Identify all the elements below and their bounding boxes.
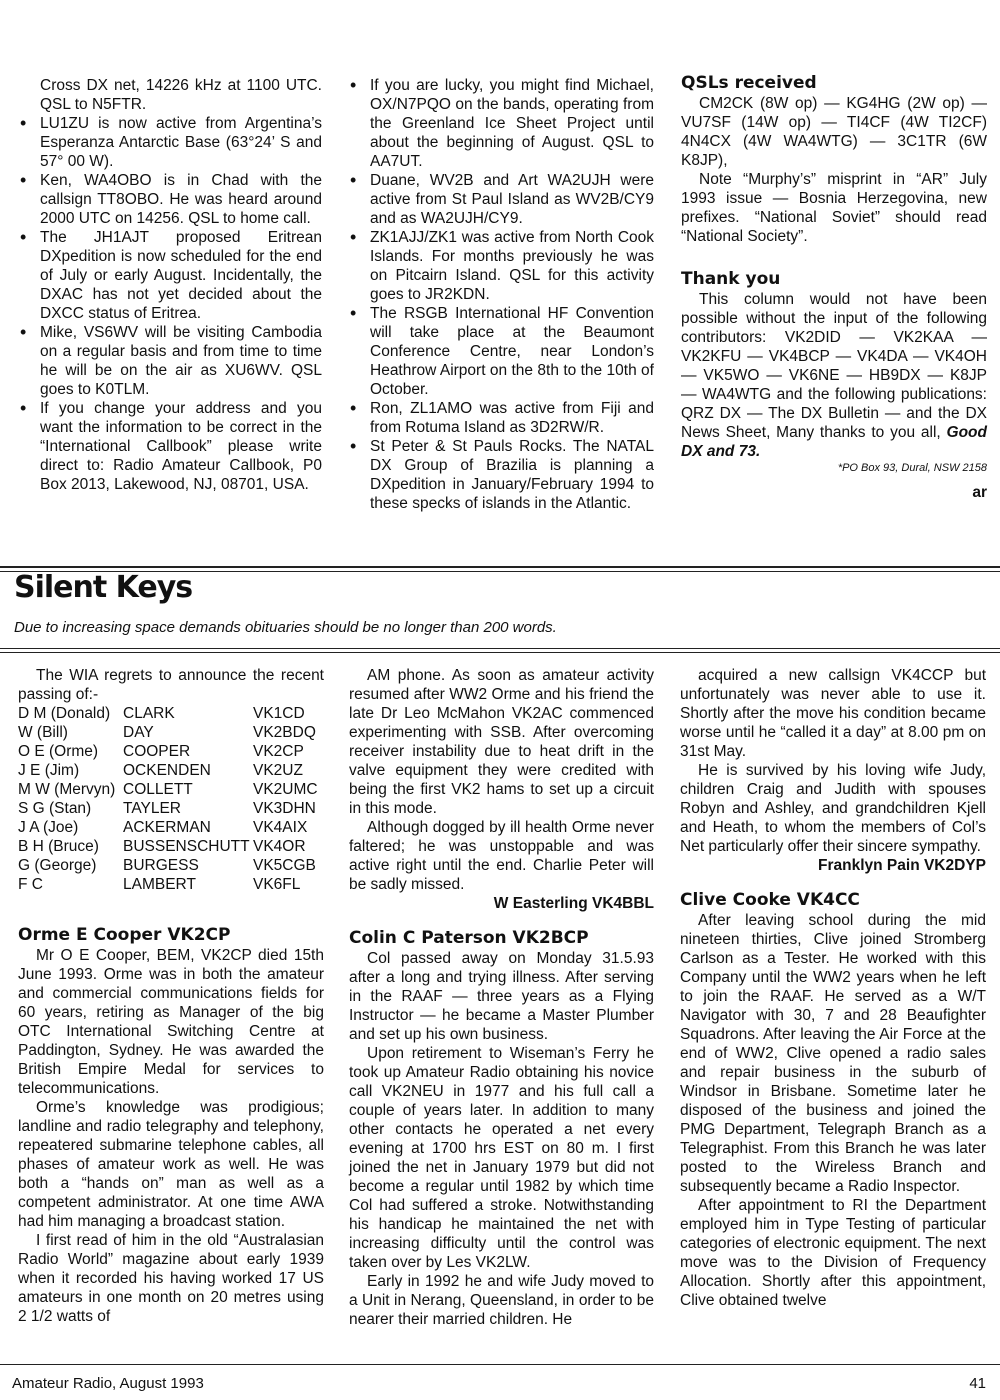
news-item: • Mike, VS6WV will be visiting Cambodia on a regular basis and from time to time he will be on the air as XU6WV. QSL goes to K0TLM. [20,323,322,399]
passing-name: J A (Joe) [18,819,79,836]
table-row [18,704,328,723]
passing-name: S G (Stan) [18,800,92,817]
passing-callsign: VK3DHN [253,800,316,817]
passing-name: D M (Donald) [18,705,111,722]
section-title: Silent Keys [14,570,193,605]
silent-keys-column-2 [349,666,654,1329]
passing-name: B H (Bruce) [18,838,99,855]
cooke-heading: Clive Cooke VK4CC [680,890,860,910]
passing-callsign: VK2UMC [253,781,318,798]
misprint-note: Note “Murphy’s” misprint in “AR” July 1993 issue — Bosnia Herzegovina, new prefixes. “National Soviet” should read “National Society”. [681,171,987,245]
news-item: • If you are lucky, you might find Michael, OX/N7PQO on the bands, operating from the Greenland Ice Sheet Project until about the beginning of August. QSL to AA7UT. [350,76,654,171]
dx-news-list-1 [20,114,322,494]
section-rule-bottom-2 [0,652,1000,653]
obituary-paragraph: After appointment to RI the Department employed him in Type Testing of particular categories of electronic equipment. The next move was to the Division of Frequency Allocation. Shortly after this appointment, Clive obtained twelve [680,1197,986,1309]
section-rule-top [0,566,1000,568]
pain-signature: Franklyn Pain VK2DYP [818,857,986,874]
paterson-heading: Colin C Paterson VK2BCP [349,928,589,948]
obituary-paragraph: Upon retirement to Wiseman’s Ferry he took up Amateur Radio obtaining his novice call VK2NEU in 1977 and his full call a couple of years later. In addition to many other contacts he operated a net every evening at 1700 hrs EST on 80 m. I first joined the net in January 1979 but did not become a regular until 1982 by which time Col had suffered a stroke. Notwithstanding his handicap he maintained the net with increasing difficulty until the control was taken over by Les VK2LW. [349,1045,654,1271]
thanks-text: This column would not have been possible without the input of the following contributors: VK2DID — VK2KAA — VK2KFU — VK4BCP — VK4DA — VK4OH — VK5WO — VK6NE — HB9DX — K8JP — WA4WTG and the following publications: QRZ DX — The DX Bulletin — and the DX News Sheet, Many thanks to you all, Good DX and 73. [681,291,987,460]
passing-surname: OCKENDEN [123,762,211,779]
obituary-paragraph: Col passed away on Monday 31.5.93 after a long and trying illness. After serving in the RAAF — three years as a Flying Instructor — he became a Master Plumber and set up his own business. [349,950,654,1043]
cooper-heading: Orme E Cooper VK2CP [18,925,231,945]
passing-callsign: VK2UZ [253,762,303,779]
passing-surname: BUSSENSCHUTT [123,838,250,855]
news-item: • LU1ZU is now active from Argentina’s Esperanza Antarctic Base (63°24’ S and 57° 00 W). [20,114,322,171]
table-row [18,875,328,894]
passing-callsign: VK4OR [253,838,306,855]
dx-column-1 [20,76,322,494]
passing-callsign: VK6FL [253,876,301,893]
table-row [18,856,328,875]
obituary-paragraph: Although dogged by ill health Orme never faltered; he was unstoppable and was active right until the end. Charlie Peter will be sadly missed. [349,819,654,893]
table-row [18,742,328,761]
passing-name: G (George) [18,857,97,874]
news-item: • ZK1AJJ/ZK1 was active from North Cook Islands. For months previously he was on Pitcairn Island. QSL for this activity goes to JR2KDN. [350,228,654,304]
passing-surname: DAY [123,724,154,741]
news-item: • Ken, WA4OBO is in Chad with the callsign TT8OBO. He was heard around 2000 UTC on 14256. QSL to home call. [20,171,322,228]
table-row [18,780,328,799]
passing-surname: COLLETT [123,781,193,798]
easterling-signature: W Easterling VK4BBL [493,895,654,912]
footer-rule [0,1364,1000,1365]
section-subtitle: Due to increasing space demands obituaries should be no longer than 200 words. [14,619,557,636]
passing-surname: TAYLER [123,800,181,817]
qsl-list: CM2CK (8W op) — KG4HG (2W op) — VU7SF (14W op) — TI4CF (4W TI2CF) 4N4CX (4W WA4WTG) — 3C1TR (6W K8JP), [681,95,987,169]
continuation-text: Cross DX net, 14226 kHz at 1100 UTC. QSL to N5FTR. [40,77,322,113]
passing-surname: BURGESS [123,857,199,874]
table-row [18,837,328,856]
silent-keys-column-3 [680,666,986,1310]
passing-surname: ACKERMAN [123,819,211,836]
news-item: • The RSGB International HF Convention will take place at the Beaumont Conference Centre, near London’s Heathrow Airport on the 8th to the 10th of October. [350,304,654,399]
passing-callsign: VK5CGB [253,857,316,874]
obituary-paragraph: After leaving school during the mid nineteen thirties, Clive joined Stromberg Carlson as a Tester. He worked with this Company until the WW2 years when he left to join the RAAF. He served as a W/T Navigator with 30, 7 and 28 Beaufighter Squadrons. After leaving the Air Force at the end of WW2, Clive opened a radio sales and repair business in the suburb of Windsor in Brisbane. Sometime later he disposed of the business and joined the PMG Department, Telegraph Branch as a Telegraphist. From this Branch he was later posted to the Wireless Branch and subsequently became a Radio Inspector. [680,912,986,1195]
news-item: • If you change your address and you want the information to be correct in the “International Callbook” please write direct to: Radio Amateur Callbook, P0 Box 2013, Lakewood, NJ, 08701, USA. [20,399,322,494]
dx-column-2 [350,76,654,513]
obituary-paragraph: Early in 1992 he and wife Judy moved to a Unit in Nerang, Queensland, in order to be nearer their married children. He [349,1273,654,1328]
dx-news-list-2 [350,76,654,513]
passing-name: M W (Mervyn) [18,781,116,798]
passings-table [18,704,328,894]
news-item: • Duane, WV2B and Art WA2UJH were active from St Paul Island as WV2B/CY9 and as WA2UJH/CY9. [350,171,654,228]
footer-publication: Amateur Radio, August 1993 [12,1375,204,1392]
news-item: • Ron, ZL1AMO was active from Fiji and from Rotuma Island as 3D2RW/R. [350,399,654,437]
passing-name: O E (Orme) [18,743,99,760]
table-row [18,799,328,818]
passing-callsign: VK4AIX [253,819,308,836]
passing-name: J E (Jim) [18,762,80,779]
obituary-paragraph: AM phone. As soon as amateur activity resumed after WW2 Orme and his friend the late Dr Leo McMahon VK2AC commenced experimenting with SSB. After overcoming receiver instability due to heat drift in the valve equipment they were credited with being the first VK2 hams to set up a circuit in this mode. [349,667,654,817]
passing-callsign: VK2CP [253,743,304,760]
signoff: Good DX and 73. [681,424,987,460]
dx-column-3 [681,72,987,502]
section-rule-bottom [0,648,1000,649]
news-item: • The JH1AJT proposed Eritrean DXpedition is now scheduled for the end of July or early August. Incidentally, the DXAC has not yet decided about the DXCC status of Eritrea. [20,228,322,323]
silent-keys-column-1 [18,666,324,1326]
passing-surname: CLARK [123,705,175,722]
table-row [18,761,328,780]
obituary-paragraph: He is survived by his loving wife Judy, children Craig and Judith with spouses Robyn and Ashley, and grandchildren Kjell and Heath, to whom the members of Col’s Net particularly offer their sincere sympathy. [680,762,986,855]
table-row [18,818,328,837]
passing-surname: LAMBERT [123,876,196,893]
author-address: *PO Box 93, Dural, NSW 2158 [837,462,987,474]
footer-page-number: 41 [969,1375,986,1392]
qsl-heading: QSLs received [681,73,817,93]
obituary-paragraph: acquired a new callsign VK4CCP but unfortunately was never able to use it. Shortly after the move his condition became worse until he “called it a day” at 8.00 pm on 31st May. [680,667,986,760]
passing-surname: COOPER [123,743,191,760]
table-row [18,723,328,742]
passing-name: F C [18,876,43,893]
obituary-paragraph: Mr O E Cooper, BEM, VK2CP died 15th June 1993. Orme was in both the amateur and commercial communications fields for 60 years, retiring as Manager of the big OTC International Switching Centre at Paddington, Sydney. He was awarded the British Empire Medal for services to telecommunications. [18,947,324,1097]
passing-name: W (Bill) [18,724,68,741]
intro-text: The WIA regrets to announce the recent passing of:- [18,667,324,703]
obituary-paragraph: I first read of him in the old “Australasian Radio World” magazine about early 1939 when it recorded his having worked 17 US amateurs in one month on 20 metres using 2 1/2 watts of [18,1232,324,1325]
end-mark: ar [972,484,987,501]
thanks-heading: Thank you [681,269,781,289]
passing-callsign: VK1CD [253,705,305,722]
passing-callsign: VK2BDQ [253,724,316,741]
obituary-paragraph: Orme’s knowledge was prodigious; landline and radio telegraphy and telephony, repeatered submarine telephone cables, all phases of amateur work as well. He was both a “hands on” man as well as a competent administrator. At one time AWA had him managing a broadcast station. [18,1099,324,1230]
news-item: • St Peter & St Pauls Rocks. The NATAL DX Group of Brazilia is planning a DXpedition in January/February 1994 to these specks of islands in the Atlantic. [350,437,654,513]
